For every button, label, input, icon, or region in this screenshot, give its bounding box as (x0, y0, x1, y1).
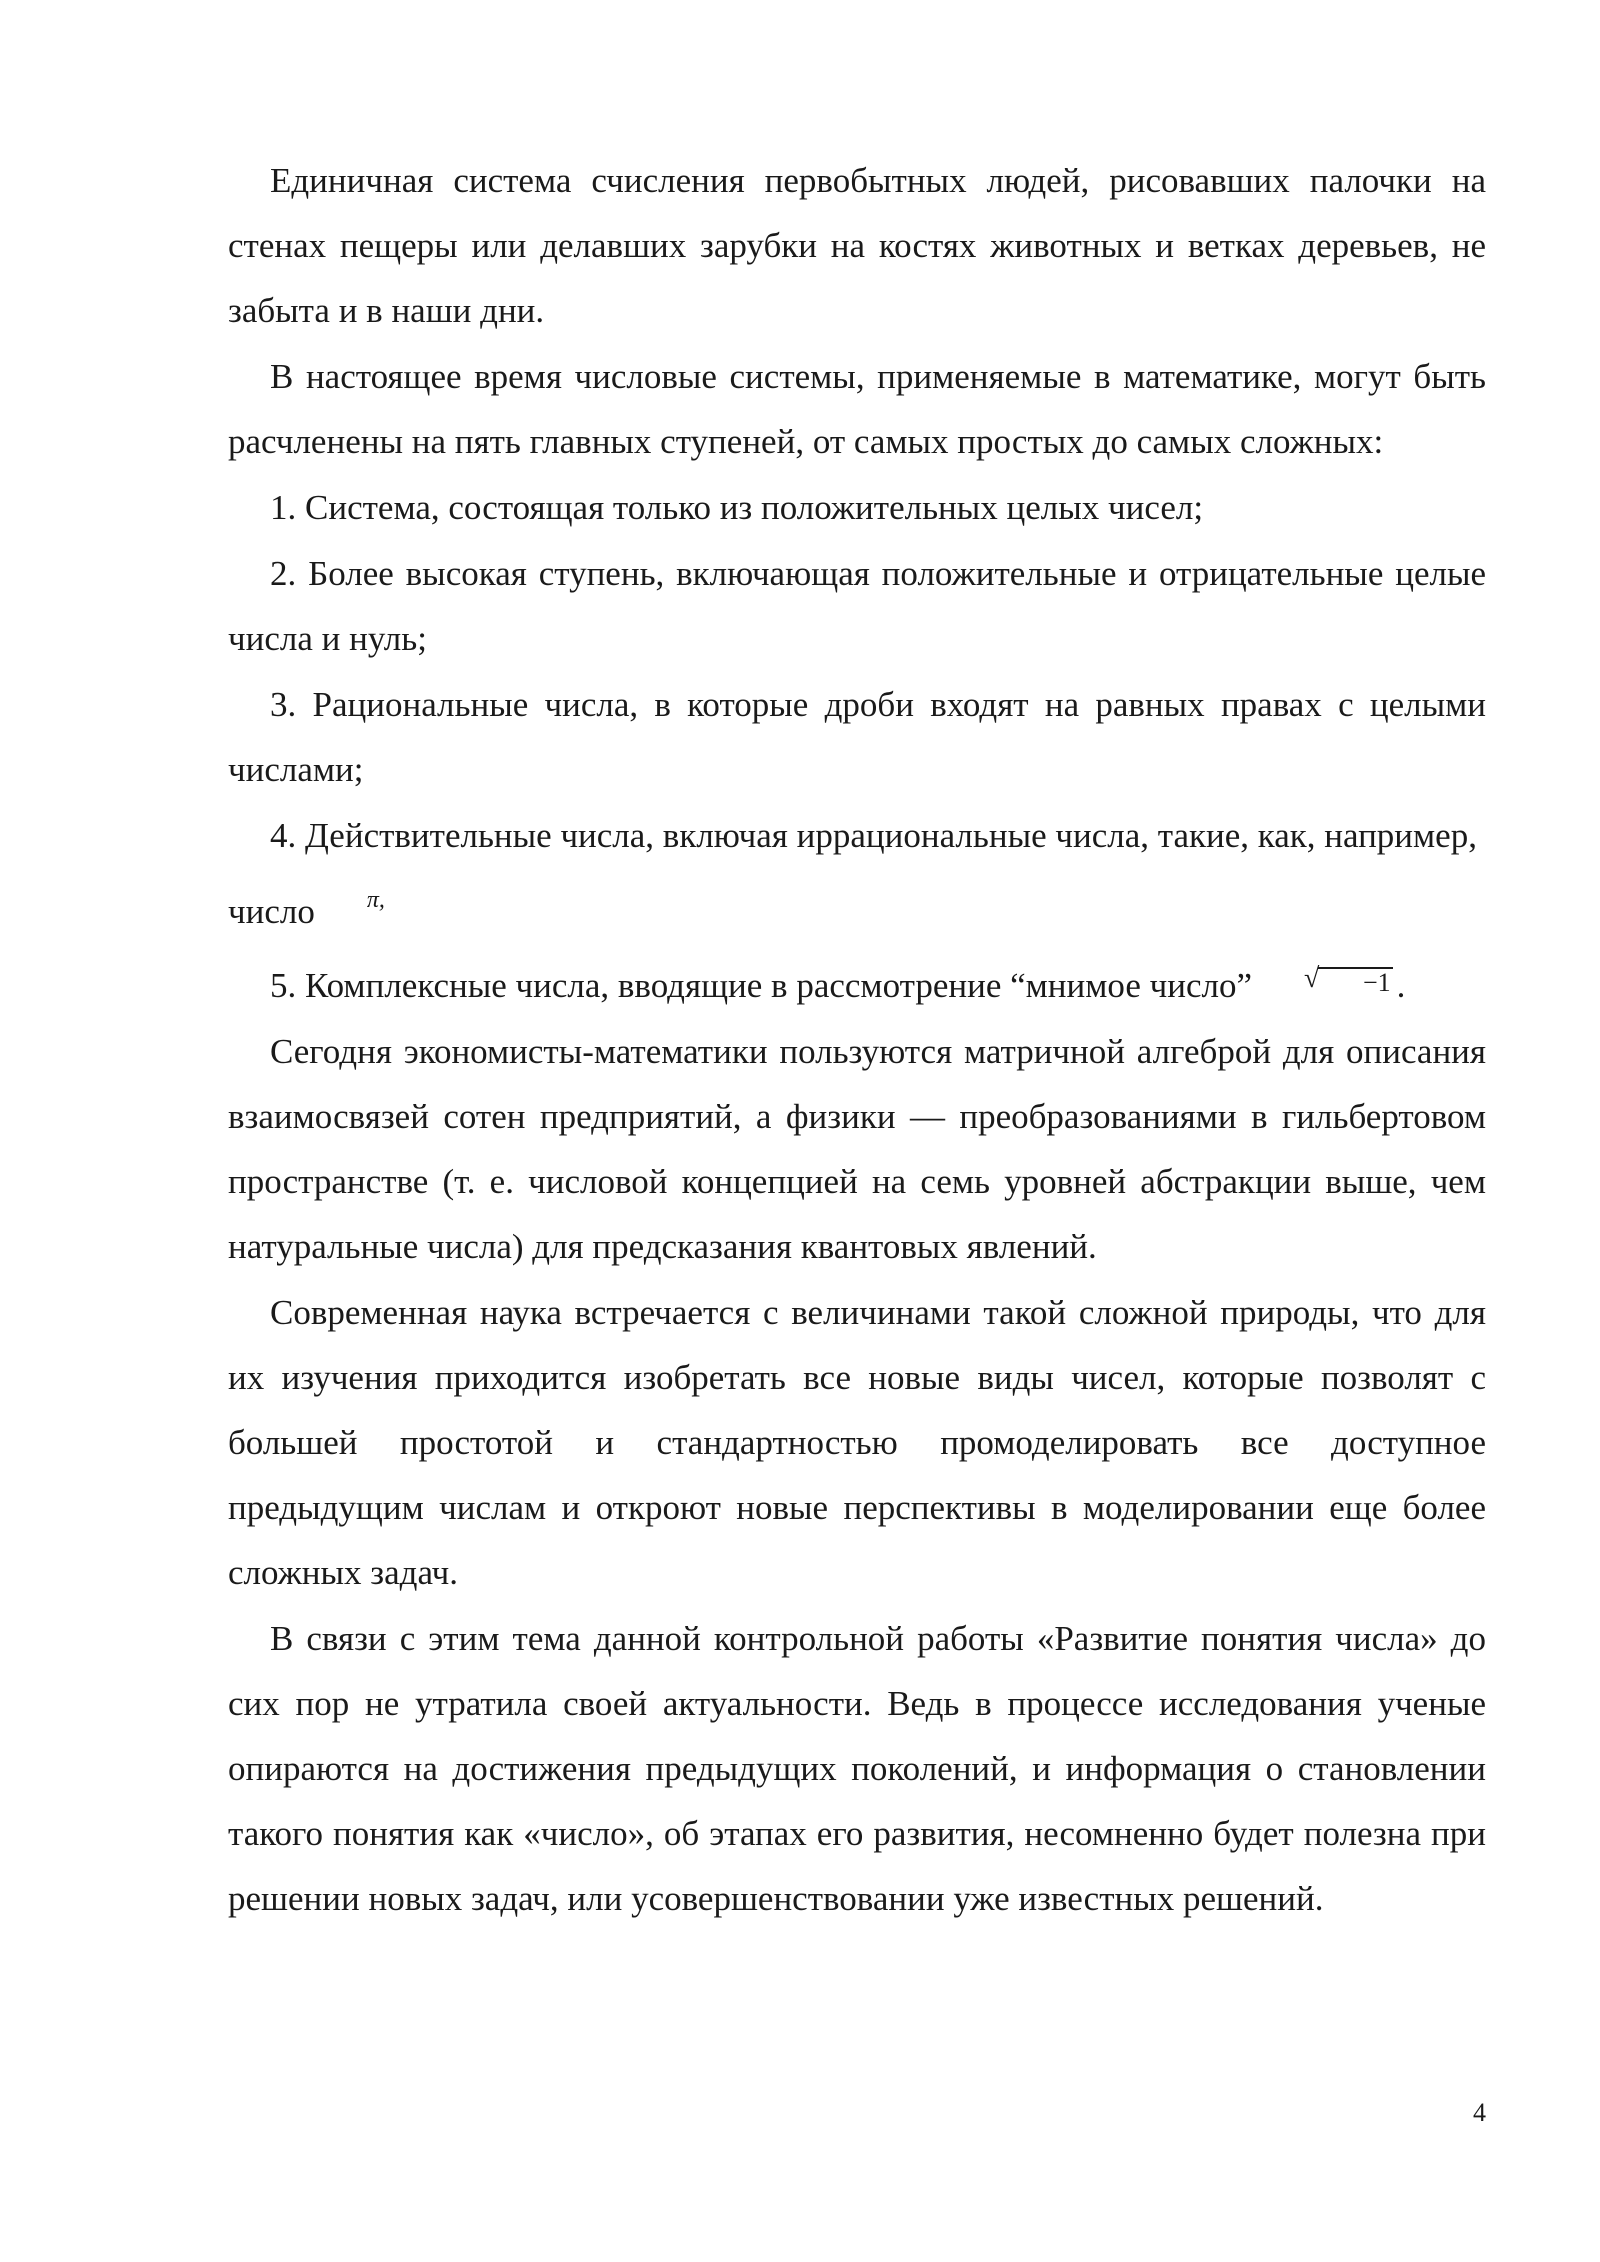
sqrt-minus-one-formula (1262, 950, 1393, 1015)
pi-formula: π, (366, 887, 385, 913)
page-number: 4 (1473, 2098, 1486, 2127)
list-item-2: 2. Более высокая ступень, включающая положительные и отрицательные целые числа и нуль; (228, 554, 1486, 658)
list-item-5-period: . (1396, 966, 1406, 1005)
document-body (228, 148, 1486, 1931)
list-item-1: 1. Система, состоящая только из положительных целых чисел; (270, 488, 1204, 527)
paragraph-modern-applications: Сегодня экономисты-математики пользуются матричной алгеброй для описания взаимосвязей сотен предприятий, а физики — преобразованиями в гильбертовом пространстве (т. е. числовой концепцией на семь уровней абстракции выше, чем натуральные числа) для предсказания квантовых явлений. (228, 1032, 1486, 1266)
paragraph-unary-system: Единичная система счисления первобытных людей, рисовавших палочки на стенах пещеры или делавших зарубки на костях животных и ветках деревьев, не забыта и в наши дни. (228, 161, 1486, 330)
sqrt-radicand: −1 (1318, 967, 1393, 997)
list-item-4 (228, 803, 1486, 944)
list-item-3: 3. Рациональные числа, в которые дроби входят на равных правах с целыми числами; (228, 685, 1486, 789)
list-item-5 (228, 950, 1486, 1018)
radical-sign-icon: √ (1304, 963, 1320, 994)
list-item-5-text: 5. Комплексные числа, вводящие в рассмотрение “мнимое число” (270, 966, 1252, 1005)
paragraph-relevance: В связи с этим тема данной контрольной работы «Развитие понятия числа» до сих пор не утратила своей актуальности. Ведь в процессе исследования ученые опираются на достижения предыдущих поколений, и информация о становлении такого понятия как «число», об этапах его развития, несомненно будет полезна при решении новых задач, или усовершенствовании уже известных решений. (228, 1619, 1486, 1918)
paragraph-number-systems-intro: В настоящее время числовые системы, применяемые в математике, могут быть расчленены на пять главных ступеней, от самых простых до самых сложных: (228, 357, 1486, 461)
paragraph-modern-science: Современная наука встречается с величинами такой сложной природы, что для их изучения приходится изобретать все новые виды чисел, которые позволят с большей простотой и стандартностью промоделировать все доступное предыдущим числам и откроют новые перспективы в моделировании еще более сложных задач. (228, 1293, 1486, 1592)
list-item-4-text: 4. Действительные числа, включая иррациональные числа, такие, как, например, число (228, 816, 1477, 931)
